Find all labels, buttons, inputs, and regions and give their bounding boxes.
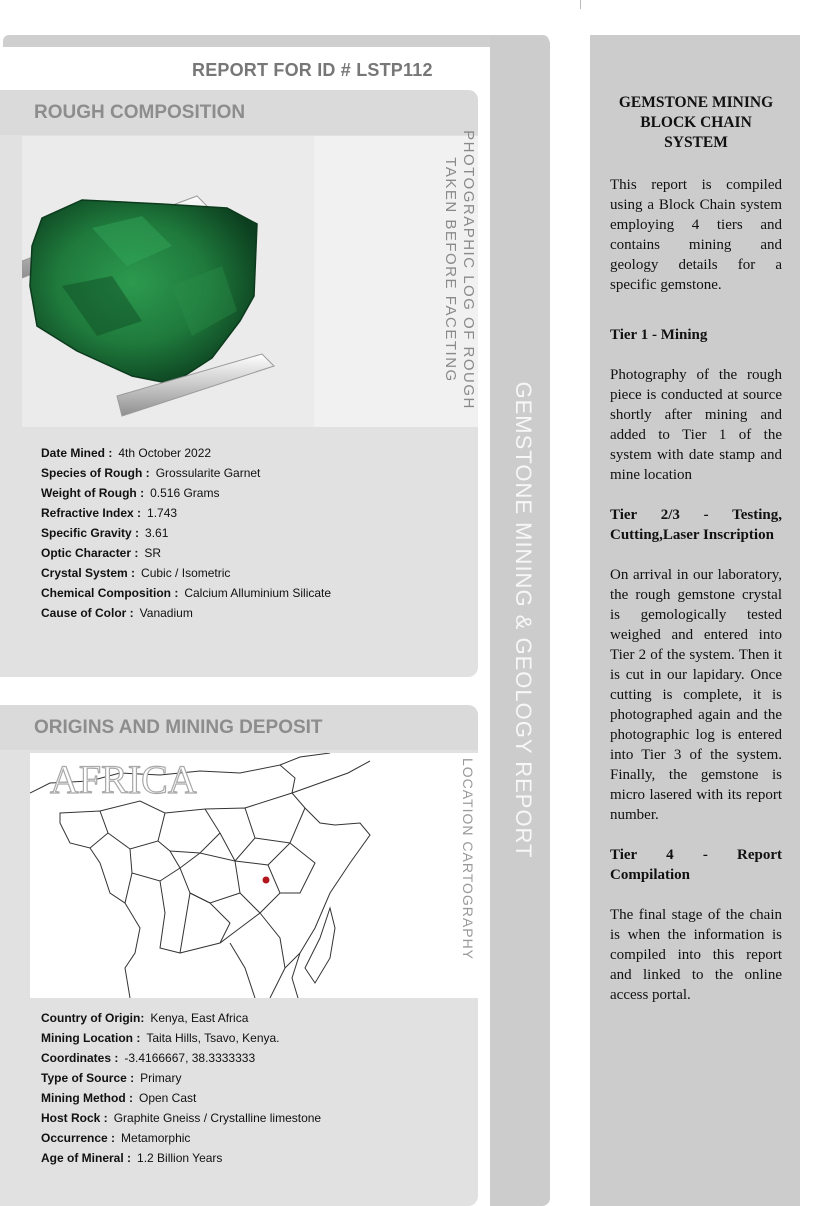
detail-row-source-type <box>41 1068 321 1088</box>
detail-label: Cause of Color : <box>41 606 134 620</box>
detail-value: Open Cast <box>138 1091 197 1105</box>
detail-label: Species of Rough : <box>41 466 150 480</box>
detail-row-country <box>41 1008 321 1028</box>
rough-details-list <box>41 443 331 623</box>
detail-value: Grossularite Garnet <box>155 466 261 480</box>
tier4-heading: Tier 4 - Report Compilation <box>610 847 782 883</box>
top-bar <box>3 35 549 47</box>
blockchain-info-column <box>590 35 800 1206</box>
detail-value: Cubic / Isometric <box>141 566 231 580</box>
detail-value: 4th October 2022 <box>118 446 212 460</box>
detail-row-specific-gravity <box>41 523 331 543</box>
report-id-heading: REPORT FOR ID # LSTP112 <box>192 60 433 80</box>
origins-title: ORIGINS AND MINING DEPOSIT <box>34 717 323 738</box>
detail-row-coordinates <box>41 1048 321 1068</box>
detail-label: Weight of Rough : <box>41 486 145 500</box>
origin-details-list <box>41 1008 321 1168</box>
detail-value: SR <box>144 546 162 560</box>
detail-value: 1.2 Billion Years <box>137 1151 223 1165</box>
tier1-heading: Tier 1 - Mining <box>610 327 708 343</box>
gemstone-illustration <box>22 136 314 427</box>
detail-label: Specific Gravity : <box>41 526 140 540</box>
detail-value: Primary <box>140 1071 182 1085</box>
tier23-heading: Tier 2/3 - Testing, Cutting,Laser Inscription <box>610 507 782 543</box>
rough-composition-panel <box>0 90 478 677</box>
top-divider-tick <box>580 0 581 9</box>
detail-row-weight <box>41 483 331 503</box>
origins-header <box>0 705 478 750</box>
detail-value: Kenya, East Africa <box>150 1011 249 1025</box>
detail-row-species <box>41 463 331 483</box>
rough-photo-caption-line-1: PHOTOGRAPHIC LOG OF ROUGH <box>460 130 477 410</box>
detail-value: 1.743 <box>147 506 178 520</box>
detail-row-crystal-system <box>41 563 331 583</box>
map-caption: LOCATION CARTOGRAPHY <box>460 757 476 961</box>
detail-label: Chemical Composition : <box>41 586 179 600</box>
detail-row-age-of-mineral <box>41 1148 321 1168</box>
detail-label: Date Mined : <box>41 446 113 460</box>
rough-composition-title: ROUGH COMPOSITION <box>34 102 246 123</box>
detail-value: Graphite Gneiss / Crystalline limestone <box>113 1111 322 1125</box>
africa-map <box>30 753 478 998</box>
detail-label: Mining Method : <box>41 1091 133 1105</box>
detail-value: Calcium Alluminium Silicate <box>184 586 332 600</box>
map-region-label: AFRICA <box>50 757 197 802</box>
location-map-area <box>30 753 478 998</box>
detail-row-optic-character <box>41 543 331 563</box>
detail-label: Mining Location : <box>41 1031 141 1045</box>
detail-row-refractive-index <box>41 503 331 523</box>
detail-label: Refractive Index : <box>41 506 142 520</box>
detail-row-mining-method <box>41 1088 321 1108</box>
detail-label: Age of Mineral : <box>41 1151 132 1165</box>
mine-location-marker <box>263 877 270 884</box>
tier4-text: The final stage of the chain is when the information is compiled into this report and linked to the online access portal. <box>610 907 782 1003</box>
detail-row-occurrence <box>41 1128 321 1148</box>
blockchain-intro: This report is compiled using a Block Chain system employing 4 tiers and contains mining and geology details for a specific gemstone. <box>610 177 782 293</box>
rough-gemstone-photo <box>22 136 314 427</box>
detail-value: Taita Hills, Tsavo, Kenya. <box>146 1031 280 1045</box>
blockchain-title: GEMSTONE MINING BLOCK CHAIN SYSTEM <box>618 94 774 151</box>
detail-value: 0.516 Grams <box>150 486 220 500</box>
detail-row-host-rock <box>41 1108 321 1128</box>
detail-row-cause-of-color <box>41 603 331 623</box>
detail-value: -3.4166667, 38.3333333 <box>124 1051 256 1065</box>
detail-row-date-mined <box>41 443 331 463</box>
rough-photo-caption-line-2: TAKEN BEFORE FACETING <box>442 157 459 383</box>
detail-label: Optic Character : <box>41 546 139 560</box>
detail-label: Occurrence : <box>41 1131 116 1145</box>
detail-label: Host Rock : <box>41 1111 108 1125</box>
rough-composition-header <box>0 90 478 135</box>
rough-photo-caption <box>441 130 477 410</box>
detail-row-chemical-composition <box>41 583 331 603</box>
origins-panel <box>0 705 478 1206</box>
blockchain-info-text <box>610 93 782 1025</box>
detail-label: Crystal System : <box>41 566 136 580</box>
detail-label: Country of Origin: <box>41 1011 145 1025</box>
detail-value: 3.61 <box>145 526 169 540</box>
detail-value: Metamorphic <box>121 1131 191 1145</box>
detail-label: Coordinates : <box>41 1051 119 1065</box>
detail-value: Vanadium <box>139 606 193 620</box>
rough-photo-area <box>22 130 478 427</box>
detail-label: Type of Source : <box>41 1071 135 1085</box>
detail-row-mining-location <box>41 1028 321 1048</box>
vertical-report-title: GEMSTONE MINING & GEOLOGY REPORT <box>511 381 536 859</box>
tier1-text: Photography of the rough piece is conducted at source shortly after mining and added to Tier 1 of the system with date stamp and mine location <box>610 367 782 483</box>
tier23-text: On arrival in our laboratory, the rough gemstone crystal is gemologically tested weighed and entered into Tier 2 of the system. Then it is cut in our lapidary. Once cutting is complete, it is photographed again and the photographic log is entered into Tier 3 of the system. Finally, the gemstone is micro lasered with its report number. <box>610 567 782 823</box>
